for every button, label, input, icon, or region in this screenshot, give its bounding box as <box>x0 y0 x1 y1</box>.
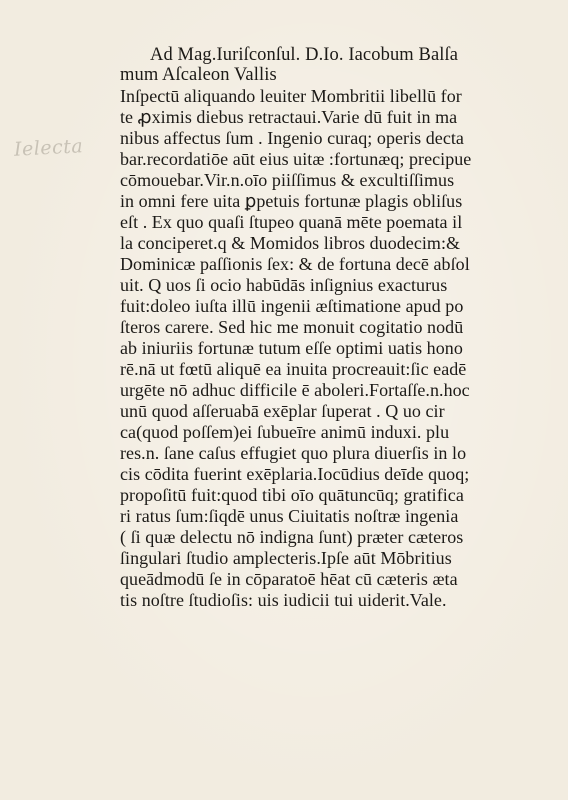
body-line: urgēte nō adhuc difficile ē aboleri.Fortaſſe.n.hoc <box>120 380 470 400</box>
body-line: la conciperet.q & Momidos libros duodecim:& <box>120 233 461 253</box>
letter-body <box>120 86 500 611</box>
body-line: tis noſtre ſtudioſis: uis iudicii tui uiderit.Vale. <box>120 590 447 610</box>
body-line: cōmouebar.Vir.n.oīo piiſſimus & excultiſſimus <box>120 170 455 190</box>
body-line: ſteros carere. Sed hic me monuit cogitatio nodū <box>120 317 464 337</box>
body-line: rē.nā ut fœtū aliquē ea inuita procreauit:ſic eadē <box>120 359 467 379</box>
body-line: ri ratus ſum:ſiqdē unus Ciuitatis noſtræ ingenia <box>120 506 459 526</box>
body-line: nibus affectus ſum . Ingenio curaq; operis decta <box>120 128 464 148</box>
body-line: uit. Q uos ſi ocio habūdās inſignius exacturus <box>120 275 448 295</box>
body-line: eſt . Ex quo quaſi ſtupeo quanā mēte poemata il <box>120 212 463 232</box>
body-line: ſingulari ſtudio amplecteris.Ipſe aūt Mōbritius <box>120 548 452 568</box>
body-line: bar.recordatiōe aūt eius uitæ :fortunæq; precipue <box>120 149 472 169</box>
marginal-annotation: Ielecta <box>13 135 84 161</box>
body-line: queādmodū ſe in cōparatoē hēat cū cæteris æta <box>120 569 458 589</box>
body-line: cis cōdita fuerint exēplaria.Iocūdius deīde quoq; <box>120 464 470 484</box>
letter-heading <box>120 45 500 85</box>
heading-line: mum Aſcaleon Vallis <box>120 65 277 85</box>
body-line: Dominicæ paſſionis ſex: & de fortuna decē abſol <box>120 254 470 274</box>
body-line: te ꝓximis diebus retractaui.Varie dū fuit in ma <box>120 107 458 127</box>
letter-text-block <box>120 45 500 611</box>
body-line: propoſitū fuit:quod tibi oīo quātuncūq; gratifica <box>120 485 464 505</box>
body-line: ab iniuriis fortunæ tutum eſſe optimi uatis hono <box>120 338 463 358</box>
body-line: ( ſi quæ delectu nō indigna ſunt) præter cæteros <box>120 527 464 547</box>
body-line: in omni fere uita ꝑpetuis fortunæ plagis obliſus <box>120 191 463 211</box>
body-line: ca(quod poſſem)ei ſubueīre animū induxi. plu <box>120 422 450 442</box>
body-line: fuit:doleo iuſta illū ingenii æſtimatione apud po <box>120 296 464 316</box>
heading-line: Ad Mag.Iuriſconſul. D.Io. Iacobum Balſa <box>150 45 459 65</box>
body-line: Inſpectū aliquando leuiter Mombritii libellū for <box>120 86 462 106</box>
body-line: res.n. ſane caſus effugiet quo plura diuerſis in lo <box>120 443 467 463</box>
body-line: unū quod aſſeruabā exēplar ſuperat . Q uo cir <box>120 401 445 421</box>
